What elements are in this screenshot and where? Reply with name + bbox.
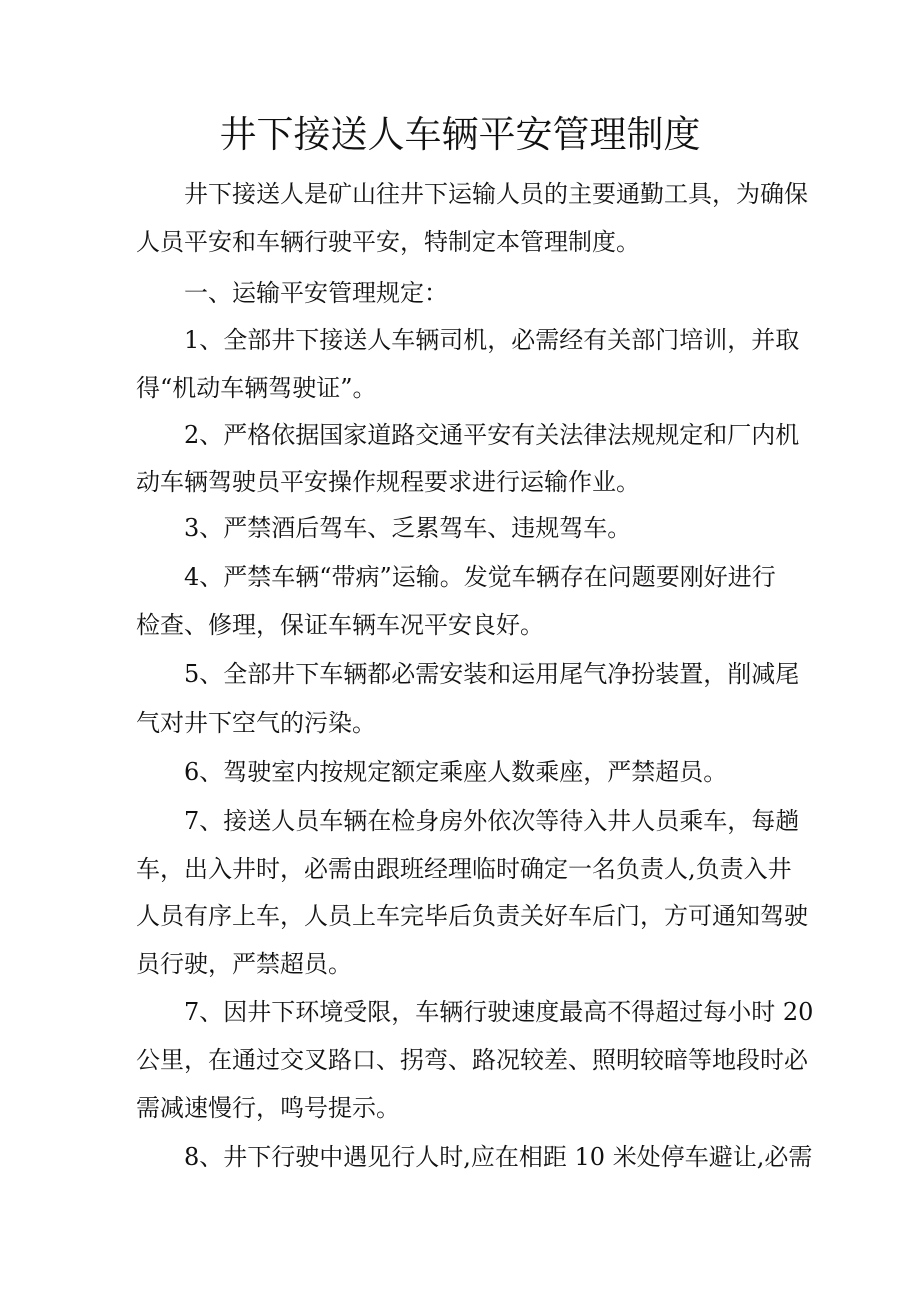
paragraph-line: 动车辆驾驶员平安操作规程要求进行运输作业。 [136, 468, 640, 496]
paragraph-line: 车，出入井时，必需由跟班经理临时确定一名负责人,负责入井 [136, 855, 792, 883]
paragraph-line: 需减速慢行，鸣号提示。 [136, 1094, 400, 1122]
paragraph-line: 4、严禁车辆“带病”运输。发觉车辆存在问题要刚好进行 [184, 563, 776, 591]
paragraph-line: 1、全部井下接送人车辆司机，必需经有关部门培训，并取 [184, 326, 800, 354]
paragraph-line: 7、因井下环境受限，车辆行驶速度最高不得超过每小时 20 [184, 998, 814, 1026]
paragraph-line: 井下接送人是矿山往井下运输人员的主要通勤工具，为确保 [184, 180, 808, 208]
document-title: 井下接送人车辆平安管理制度 [219, 113, 701, 156]
paragraph-line: 人员有序上车，人员上车完毕后负责关好车后门，方可通知驾驶 [136, 902, 808, 930]
paragraph-line: 2、严格依据国家道路交通平安有关法律法规规定和厂内机 [184, 421, 800, 449]
paragraph-line: 5、全部井下车辆都必需安装和运用尾气净扮装置，削减尾 [184, 660, 800, 688]
paragraph-line: 8、井下行驶中遇见行人时,应在相距 10 米处停车避让,必需 [184, 1143, 813, 1171]
paragraph-line: 检查、修理，保证车辆车况平安良好。 [136, 611, 544, 639]
paragraph-line: 7、接送人员车辆在检身房外依次等待入井人员乘车，每趟 [184, 807, 800, 835]
paragraph-line: 气对井下空气的污染。 [136, 709, 376, 737]
section-heading: 一、运输平安管理规定： [184, 279, 448, 307]
paragraph-line: 公里，在通过交叉路口、拐弯、路况较差、照明较暗等地段时必 [136, 1046, 808, 1074]
paragraph-line: 员行驶，严禁超员。 [136, 950, 352, 978]
paragraph-line: 6、驾驶室内按规定额定乘座人数乘座，严禁超员。 [184, 758, 728, 786]
paragraph-line: 得“机动车辆驾驶证”。 [136, 374, 377, 402]
paragraph-line: 人员平安和车辆行驶平安，特制定本管理制度。 [136, 228, 640, 256]
paragraph-line: 3、严禁酒后驾车、乏累驾车、违规驾车。 [184, 514, 632, 542]
